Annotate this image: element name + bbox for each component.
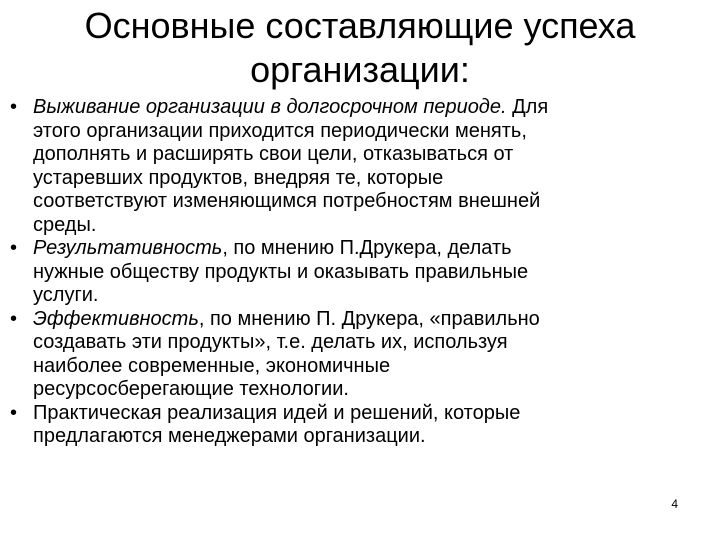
bullet-line xyxy=(33,214,700,238)
body-text: наиболее современные, экономичные xyxy=(33,354,391,377)
emphasis-text: Результативность xyxy=(33,237,223,259)
bullet-line xyxy=(33,402,700,426)
body-text: этого организации приходится периодически менять, xyxy=(33,119,527,142)
slide-title xyxy=(40,4,680,92)
body-text: среды. xyxy=(33,213,97,236)
bullet-line xyxy=(33,120,700,144)
title-line-2: организации: xyxy=(250,49,470,90)
body-text: создавать эти продукты», т.е. делать их, используя xyxy=(33,331,508,353)
body-text: соответствуют изменяющимся потребностям внешней xyxy=(33,190,541,212)
bullet-list xyxy=(10,96,700,449)
bullet-line xyxy=(33,261,700,285)
bullet-item xyxy=(10,308,700,402)
bullet-line xyxy=(33,425,700,449)
bullet-line xyxy=(33,143,700,167)
emphasis-text: Выживание организации в долгосрочном периоде. xyxy=(33,96,507,118)
title-line-1: Основные составляющие успеха xyxy=(84,5,636,46)
body-text: , по мнению П.Друкера, делать xyxy=(222,237,512,259)
body-text: ресурсосберегающие технологии. xyxy=(33,378,349,400)
bullet-item xyxy=(10,237,700,308)
bullet-line xyxy=(33,308,700,332)
bullet-line xyxy=(33,331,700,355)
bullet-item xyxy=(10,96,700,237)
bullet-line xyxy=(33,284,700,308)
bullet-line xyxy=(33,167,700,191)
bullet-line xyxy=(33,378,700,402)
body-text: устаревших продуктов, внедряя те, которые xyxy=(33,166,444,189)
bullet-line xyxy=(33,237,700,261)
page-number: 4 xyxy=(671,497,678,511)
body-text: Практическая реализация идей и решений, которые xyxy=(33,401,521,424)
bullet-line xyxy=(33,355,700,379)
emphasis-text: Эффективность xyxy=(33,307,199,330)
body-text: , по мнению П. Друкера, «правильно xyxy=(198,307,540,330)
bullet-item xyxy=(10,402,700,449)
body-text: Для xyxy=(506,96,549,118)
bullet-line xyxy=(33,96,700,120)
body-text: услуги. xyxy=(33,284,99,306)
body-text: дополнять и расширять свои цели, отказываться от xyxy=(33,143,514,165)
body-text: предлагаются менеджерами организации. xyxy=(33,425,426,447)
bullet-line xyxy=(33,190,700,214)
body-text: нужные обществу продукты и оказывать правильные xyxy=(33,260,529,283)
